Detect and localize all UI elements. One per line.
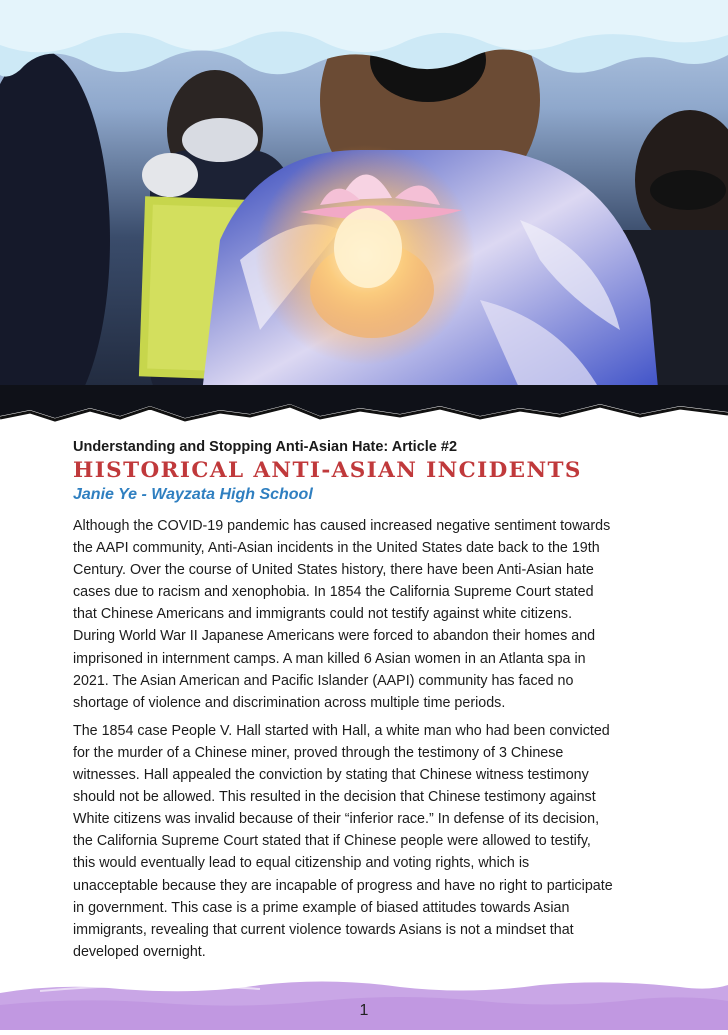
paragraph-1	[73, 515, 663, 714]
text-line: for the murder of a Chinese miner, proved through the testimony of 3 Chinese	[73, 744, 564, 761]
text-line: should not be allowed. This resulted in the decision that Chinese testimony against	[73, 789, 596, 806]
text-line: witnesses. Hall appealed the conviction by stating that Chinese witness testimony	[73, 767, 589, 784]
text-line: The 1854 case People V. Hall started with Hall, a white man who had been convicted	[73, 722, 610, 739]
text-line: the California Supreme Court stated that if Chinese people were allowed to testify,	[73, 833, 591, 850]
article-title: HISTORICAL ANTI-ASIAN INCIDENTS	[73, 458, 582, 483]
series-kicker: Understanding and Stopping Anti-Asian Hate: Article #2	[73, 439, 458, 455]
text-line: During World War II Japanese Americans were forced to abandon their homes and	[73, 628, 596, 645]
text-line: White citizens was invalid because of their “inferior race.” In defense of its decision,	[73, 811, 600, 828]
text-line: imprisoned in internment camps. A man killed 6 Asian women in an Atlanta spa in	[73, 650, 586, 667]
paragraph-2	[73, 720, 663, 963]
page-number: 1	[359, 1002, 369, 1019]
text-line: unacceptable because they are incapable of progress and have no right to participate	[73, 877, 613, 894]
text-line: cases due to racism and xenophobia. In 1854 the California Supreme Court stated	[73, 584, 594, 601]
text-line: Although the COVID-19 pandemic has caused increased negative sentiment towards	[73, 518, 611, 534]
watercolor-top-band	[0, 0, 728, 90]
text-line: this would eventually lead to equal citizenship and voting rights, which is	[73, 855, 530, 872]
text-line: Century. Over the course of United States history, there have been Anti-Asian hate	[73, 562, 594, 579]
hero-photo	[0, 0, 728, 432]
text-line: in government. This case is a prime example of biased attitudes towards Asian	[73, 899, 570, 916]
text-line: the AAPI community, Anti-Asian incidents in the United States date back to the 19th	[73, 540, 600, 557]
text-line: developed overnight.	[73, 943, 206, 960]
torn-paper-edge	[0, 396, 728, 432]
article	[73, 438, 663, 963]
text-line: shortage of violence and discrimination across multiple time periods.	[73, 694, 506, 711]
author-byline: Janie Ye - Wayzata High School	[73, 486, 313, 503]
text-line: 2021. The Asian American and Pacific Islander (AAPI) community has faced no	[73, 672, 574, 689]
text-line: immigrants, revealing that current violence towards Asians is not a mindset that	[73, 921, 574, 938]
text-line: that Chinese Americans and immigrants could not testify against white citizens.	[73, 606, 573, 623]
